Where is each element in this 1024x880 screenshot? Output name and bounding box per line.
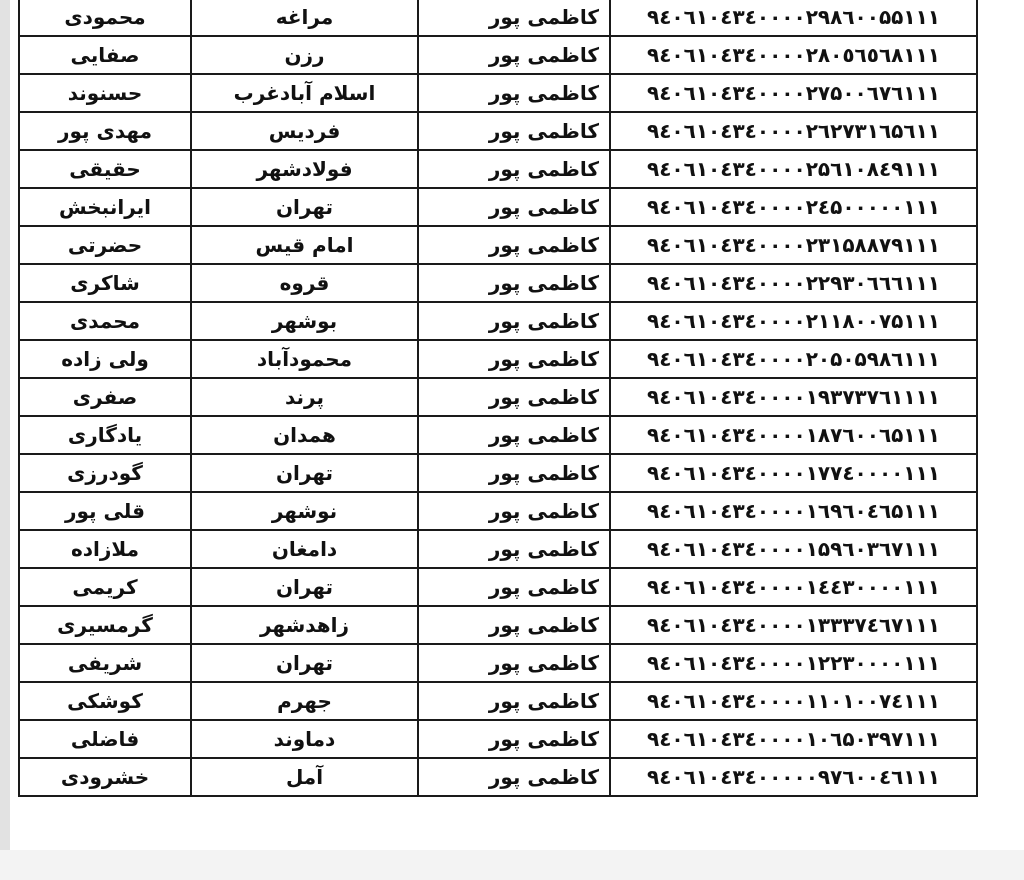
tracking-code-cell: ۹٤۰٦۱۰٤۳٤۰۰۰۰۱۰٦۵۰۳۹۷۱۱۱ xyxy=(610,720,977,758)
tracking-code-cell: ۹٤۰٦۱۰٤۳٤۰۰۰۰۲۵٦۱۰۸٤۹۱۱۱ xyxy=(610,150,977,188)
tracking-code-cell: ۹٤۰٦۱۰٤۳٤۰۰۰۰۱٤٤۳۰۰۰۰۱۱۱ xyxy=(610,568,977,606)
surname-cell: ولی زاده xyxy=(19,340,191,378)
city-cell: همدان xyxy=(191,416,418,454)
city-cell: رزن xyxy=(191,36,418,74)
table-row xyxy=(19,264,977,302)
agent-cell: کاظمی پور xyxy=(418,36,610,74)
surname-cell: شاکری xyxy=(19,264,191,302)
surname-cell: محمدی xyxy=(19,302,191,340)
tracking-code-cell: ۹٤۰٦۱۰٤۳٤۰۰۰۰۲۰۵۰۵۹۸٦۱۱۱ xyxy=(610,340,977,378)
agent-cell: کاظمی پور xyxy=(418,226,610,264)
tracking-code-cell: ۹٤۰٦۱۰٤۳٤۰۰۰۰۲۸۰٥٦٥٦۸۱۱۱ xyxy=(610,36,977,74)
city-cell: زاهدشهر xyxy=(191,606,418,644)
surname-cell: مهدی پور xyxy=(19,112,191,150)
surname-cell: فاضلی xyxy=(19,720,191,758)
surname-cell: کریمی xyxy=(19,568,191,606)
tracking-code-cell: ۹٤۰٦۱۰٤۳٤۰۰۰۰۱۳۳۳۷٤٦۷۱۱۱ xyxy=(610,606,977,644)
agent-cell: کاظمی پور xyxy=(418,606,610,644)
table-row xyxy=(19,74,977,112)
table-row xyxy=(19,150,977,188)
city-cell: جهرم xyxy=(191,682,418,720)
table-row xyxy=(19,530,977,568)
records-table xyxy=(18,0,978,797)
city-cell: امام قیس xyxy=(191,226,418,264)
table-row xyxy=(19,492,977,530)
tracking-code-cell: ۹٤۰٦۱۰٤۳٤۰۰۰۰۱۷۷٤۰۰۰۰۱۱۱ xyxy=(610,454,977,492)
surname-cell: محمودی xyxy=(19,0,191,36)
city-cell: فردیس xyxy=(191,112,418,150)
table-row xyxy=(19,644,977,682)
city-cell: تهران xyxy=(191,454,418,492)
table-row xyxy=(19,378,977,416)
agent-cell: کاظمی پور xyxy=(418,454,610,492)
agent-cell: کاظمی پور xyxy=(418,720,610,758)
agent-cell: کاظمی پور xyxy=(418,188,610,226)
surname-cell: گرمسیری xyxy=(19,606,191,644)
agent-cell: کاظمی پور xyxy=(418,302,610,340)
city-cell: فولادشهر xyxy=(191,150,418,188)
table-row xyxy=(19,720,977,758)
agent-cell: کاظمی پور xyxy=(418,644,610,682)
city-cell: مراغه xyxy=(191,0,418,36)
city-cell: نوشهر xyxy=(191,492,418,530)
city-cell: دامغان xyxy=(191,530,418,568)
surname-cell: شریفی xyxy=(19,644,191,682)
tracking-code-cell: ۹٤۰٦۱۰٤۳٤۰۰۰۰۲٤۵۰۰۰۰۰۱۱۱ xyxy=(610,188,977,226)
city-cell: پرند xyxy=(191,378,418,416)
city-cell: آمل xyxy=(191,758,418,796)
agent-cell: کاظمی پور xyxy=(418,112,610,150)
surname-cell: ایرانبخش xyxy=(19,188,191,226)
city-cell: تهران xyxy=(191,188,418,226)
tracking-code-cell: ۹٤۰٦۱۰٤۳٤۰۰۰۰۲۳۱۵۸۸۷۹۱۱۱ xyxy=(610,226,977,264)
surname-cell: یادگاری xyxy=(19,416,191,454)
surname-cell: ملازاده xyxy=(19,530,191,568)
table-row xyxy=(19,340,977,378)
tracking-code-cell: ۹٤۰٦۱۰٤۳٤۰۰۰۰۱۹۳۷۳۷٦۱۱۱۱ xyxy=(610,378,977,416)
agent-cell: کاظمی پور xyxy=(418,682,610,720)
city-cell: قروه xyxy=(191,264,418,302)
agent-cell: کاظمی پور xyxy=(418,416,610,454)
tracking-code-cell: ۹٤۰٦۱۰٤۳٤۰۰۰۰۲۹۸٦۰۰۵۵۱۱۱ xyxy=(610,0,977,36)
tracking-code-cell: ۹٤۰٦۱۰٤۳٤۰۰۰۰۱۱۰۱۰۰۷٤۱۱۱ xyxy=(610,682,977,720)
scan-margin-left xyxy=(0,0,10,850)
surname-cell: صفری xyxy=(19,378,191,416)
surname-cell: حضرتی xyxy=(19,226,191,264)
table-row xyxy=(19,568,977,606)
scan-margin-bottom xyxy=(0,850,1024,880)
tracking-code-cell: ۹٤۰٦۱۰٤۳٤۰۰۰۰۲۲۹۳۰٦٦٦۱۱۱ xyxy=(610,264,977,302)
city-cell: تهران xyxy=(191,568,418,606)
surname-cell: خشرودی xyxy=(19,758,191,796)
table-row xyxy=(19,302,977,340)
surname-cell: گودرزی xyxy=(19,454,191,492)
agent-cell: کاظمی پور xyxy=(418,568,610,606)
agent-cell: کاظمی پور xyxy=(418,492,610,530)
surname-cell: حسنوند xyxy=(19,74,191,112)
city-cell: تهران xyxy=(191,644,418,682)
agent-cell: کاظمی پور xyxy=(418,264,610,302)
table-row xyxy=(19,112,977,150)
table-row xyxy=(19,188,977,226)
tracking-code-cell: ۹٤۰٦۱۰٤۳٤۰۰۰۰۱۲۲۳۰۰۰۰۱۱۱ xyxy=(610,644,977,682)
surname-cell: حقیقی xyxy=(19,150,191,188)
tracking-code-cell: ۹٤۰٦۱۰٤۳٤۰۰۰۰۱۵۹٦۰۳٦۷۱۱۱ xyxy=(610,530,977,568)
surname-cell: کوشکی xyxy=(19,682,191,720)
tracking-code-cell: ۹٤۰٦۱۰٤۳٤۰۰۰۰۲٦۲۷۳۱٦۵٦۱۱ xyxy=(610,112,977,150)
city-cell: دماوند xyxy=(191,720,418,758)
table-row xyxy=(19,416,977,454)
table-row xyxy=(19,758,977,796)
tracking-code-cell: ۹٤۰٦۱۰٤۳٤۰۰۰۰۲۷۵۰۰٦۷٦۱۱۱ xyxy=(610,74,977,112)
table-row xyxy=(19,454,977,492)
table-row xyxy=(19,36,977,74)
agent-cell: کاظمی پور xyxy=(418,74,610,112)
surname-cell: صفایی xyxy=(19,36,191,74)
agent-cell: کاظمی پور xyxy=(418,378,610,416)
table-row xyxy=(19,0,977,36)
agent-cell: کاظمی پور xyxy=(418,340,610,378)
tracking-code-cell: ۹٤۰٦۱۰٤۳٤۰۰۰۰۱٦۹٦۰٤٦۵۱۱۱ xyxy=(610,492,977,530)
agent-cell: کاظمی پور xyxy=(418,150,610,188)
surname-cell: قلی پور xyxy=(19,492,191,530)
table-row xyxy=(19,226,977,264)
table-row xyxy=(19,606,977,644)
table-row xyxy=(19,682,977,720)
city-cell: اسلام آبادغرب xyxy=(191,74,418,112)
agent-cell: کاظمی پور xyxy=(418,0,610,36)
agent-cell: کاظمی پور xyxy=(418,530,610,568)
tracking-code-cell: ۹٤۰٦۱۰٤۳٤۰۰۰۰۲۱۱۸۰۰۷۵۱۱۱ xyxy=(610,302,977,340)
records-table-body xyxy=(19,0,977,796)
agent-cell: کاظمی پور xyxy=(418,758,610,796)
city-cell: بوشهر xyxy=(191,302,418,340)
city-cell: محمودآباد xyxy=(191,340,418,378)
tracking-code-cell: ۹٤۰٦۱۰٤۳٤۰۰۰۰۰۹۷٦۰۰٤٦۱۱۱ xyxy=(610,758,977,796)
tracking-code-cell: ۹٤۰٦۱۰٤۳٤۰۰۰۰۱۸۷٦۰۰٦۵۱۱۱ xyxy=(610,416,977,454)
